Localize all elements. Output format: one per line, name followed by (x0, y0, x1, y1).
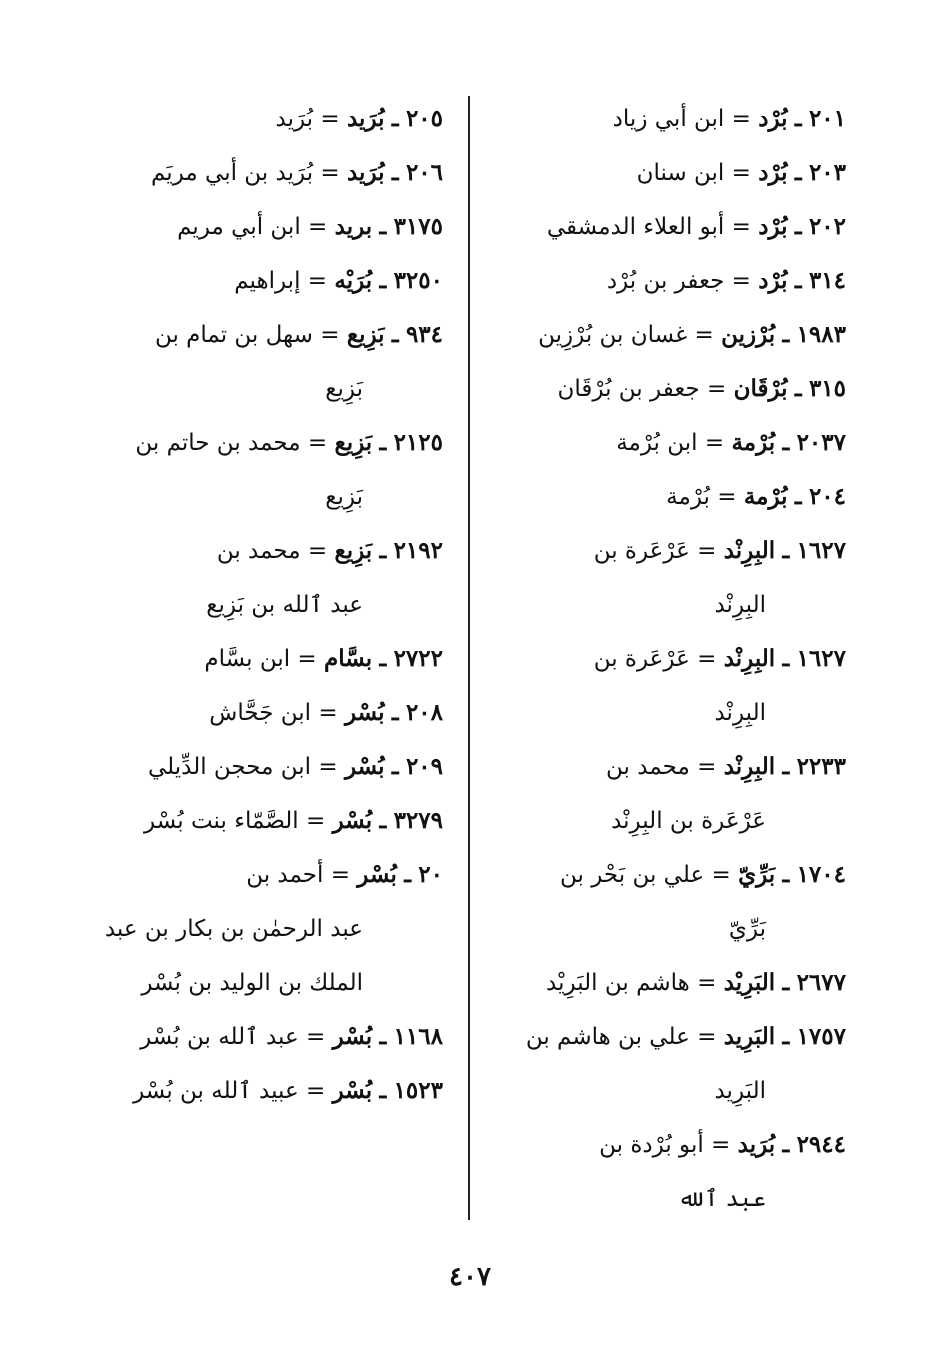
index-entry (486, 740, 846, 848)
index-entry (486, 146, 846, 200)
entry-continuation: عبد ٱلله بن بَزِيع (206, 592, 363, 618)
index-entry (486, 92, 846, 146)
entry-number: ٢٠٣٧ (796, 429, 846, 456)
entry-name: البِرِنْد (723, 537, 776, 564)
entry-continuation: عَرْعَرة بن البِرِنْد (611, 808, 766, 834)
entry-dash: ـ (782, 1023, 790, 1050)
entry-dash: ـ (379, 645, 387, 672)
index-entry (88, 686, 443, 740)
entry-reference: = محمد بن (606, 754, 717, 780)
entry-reference: = ابن سنان (636, 160, 751, 186)
entry-number: ٣١٧٥ (393, 213, 443, 240)
entry-name: بَزِيع (334, 537, 373, 564)
entry-reference: = ابن بسَّام (204, 646, 317, 672)
entry-name: بُرْقَان (733, 375, 788, 402)
index-entry (486, 362, 846, 416)
left-column (88, 92, 443, 1118)
entry-dash: ـ (782, 753, 790, 780)
entry-dash: ـ (379, 213, 387, 240)
entry-reference: = محمد بن (216, 538, 328, 564)
entry-dash: ـ (391, 321, 399, 348)
entry-name: بُسْر (332, 807, 373, 834)
entry-reference: = علي بن هاشم بن (525, 1024, 717, 1050)
entry-dash: ـ (794, 375, 802, 402)
entry-name: بُرْزين (721, 321, 776, 348)
index-entry (88, 146, 443, 200)
entry-dash: ـ (379, 537, 387, 564)
index-entry (88, 740, 443, 794)
entry-reference: = عَرْعَرة بن (593, 646, 717, 672)
entry-dash: ـ (379, 1077, 387, 1104)
entry-name: بُرَيد (737, 1131, 776, 1158)
entry-number: ٢٠٢ (808, 213, 846, 240)
entry-dash: ـ (379, 807, 387, 834)
entry-dash: ـ (782, 969, 790, 996)
entry-reference: = سهل بن تمام بن (154, 322, 340, 348)
entry-dash: ـ (794, 267, 802, 294)
entry-reference: = هاشم بن البَرِيْد (546, 970, 717, 996)
entry-number: ٢٢٣٣ (796, 753, 846, 780)
page-number: ٤٠٧ (449, 1262, 491, 1292)
entry-name: بُرْد (758, 213, 788, 240)
index-entry (486, 200, 846, 254)
entry-name: بَرِّيّ (738, 861, 776, 888)
entry-name: بُسْر (357, 861, 397, 888)
entry-dash: ـ (782, 537, 790, 564)
entry-reference: = أبو بُرْدة بن (599, 1132, 731, 1158)
entry-name: بُرْد (758, 267, 788, 294)
entry-reference: = عبد ٱلله بن بُسْر (140, 1024, 326, 1050)
entry-reference: = علي بن بَحْر بن (559, 862, 731, 888)
entry-name: بَزِيع (334, 429, 373, 456)
entry-number: ١٥٢٣ (393, 1077, 443, 1104)
entry-continuation: عبد ٱلله (677, 1186, 766, 1212)
entry-name: بُرْمة (731, 429, 776, 456)
entry-number: ٢٦٧٧ (796, 969, 846, 996)
entry-number: ٢٠٤ (808, 483, 846, 510)
entry-name: البِرِنْد (723, 645, 776, 672)
entry-number: ٢٠ (418, 861, 443, 888)
entry-number: ٢٩٤٤ (796, 1131, 846, 1158)
index-entry (88, 848, 443, 1010)
entry-reference: = بُرَيد (275, 106, 340, 132)
entry-dash: ـ (379, 429, 387, 456)
index-entry (88, 794, 443, 848)
index-entry (88, 1010, 443, 1064)
entry-number: ١٧٥٧ (796, 1023, 846, 1050)
entry-number: ٢١٢٥ (393, 429, 443, 456)
entry-name: بريد (334, 213, 373, 240)
index-entry (486, 1010, 846, 1118)
entry-name: بُسْر (332, 1023, 373, 1050)
entry-dash: ـ (391, 105, 399, 132)
entry-name: البَرِيْد (723, 969, 776, 996)
entry-continuation: عبد الرحمٰن بن بكار بن عبد الملك بن الوليد بن بُسْر (104, 916, 363, 996)
right-column (486, 92, 846, 1226)
index-entry (88, 200, 443, 254)
entry-reference: = الصَّمّاء بنت بُسْر (144, 808, 326, 834)
index-entry (88, 1064, 443, 1118)
entry-reference: = إبراهيم (234, 268, 328, 294)
entry-name: بُسْر (344, 699, 385, 726)
entry-reference: = بُرَيد بن أبي مريَم (151, 160, 340, 186)
entry-name: بُرَيد (346, 159, 385, 186)
entry-dash: ـ (391, 699, 399, 726)
entry-number: ١٧٠٤ (796, 861, 846, 888)
entry-number: ٢٠١ (808, 105, 846, 132)
entry-number: ٢٠٦ (405, 159, 443, 186)
entry-name: البَرِيد (723, 1023, 776, 1050)
index-entry (88, 308, 443, 416)
entry-continuation: بَزِيع (325, 376, 363, 402)
entry-continuation: البَرِيد (714, 1078, 766, 1104)
entry-dash: ـ (782, 1131, 790, 1158)
entry-number: ٩٣٤ (405, 321, 443, 348)
entry-continuation: بَرِّيّ (728, 916, 766, 942)
index-entry (486, 632, 846, 740)
entry-dash: ـ (782, 321, 790, 348)
entry-dash: ـ (379, 267, 387, 294)
entry-name: بَزِيع (346, 321, 385, 348)
index-entry (486, 956, 846, 1010)
entry-number: ٢٠٩ (405, 753, 443, 780)
entry-reference: = جعفر بن بُرْد (606, 268, 751, 294)
entry-name: بُرْد (758, 159, 788, 186)
entry-number: ٢٠٣ (808, 159, 846, 186)
entry-name: بُرْد (758, 105, 788, 132)
entry-dash: ـ (391, 753, 399, 780)
entry-number: ٢١٩٢ (393, 537, 443, 564)
entry-name: البِرِنْد (723, 753, 776, 780)
column-divider (468, 96, 470, 1220)
entry-dash: ـ (794, 213, 802, 240)
entry-dash: ـ (782, 429, 790, 456)
entry-reference: = غسان بن بُرْزِين (538, 322, 714, 348)
index-entry (486, 524, 846, 632)
entry-number: ٢٠٥ (405, 105, 443, 132)
entry-reference: = ابن أبي زياد (612, 106, 751, 132)
entry-name: بُرَيد (346, 105, 385, 132)
entry-dash: ـ (391, 159, 399, 186)
entry-reference: = ابن بُرْمة (616, 430, 725, 456)
entry-dash: ـ (404, 861, 411, 888)
entry-name: بسَّام (324, 645, 373, 672)
entry-continuation: بَزِيع (325, 484, 363, 510)
entry-name: بُسْر (332, 1077, 373, 1104)
entry-reference: = ابن أبي مريم (177, 214, 328, 240)
index-entry (88, 254, 443, 308)
entry-name: بُرْمة (743, 483, 788, 510)
index-entry (486, 470, 846, 524)
entry-reference: = أبو العلاء الدمشقي (546, 214, 751, 240)
index-entry (486, 416, 846, 470)
entry-number: ١٦٢٧ (796, 645, 846, 672)
index-entry (486, 1118, 846, 1226)
entry-name: بُرَيْه (334, 267, 373, 294)
index-entry (88, 416, 443, 524)
entry-dash: ـ (379, 1023, 387, 1050)
entry-reference: = ابن جَحَّاش (209, 700, 338, 726)
entry-number: ١١٦٨ (393, 1023, 443, 1050)
entry-continuation: البِرِنْد (714, 592, 766, 618)
index-entry (486, 254, 846, 308)
entry-reference: = محمد بن حاتم بن (135, 430, 328, 456)
entry-number: ١٩٨٣ (796, 321, 846, 348)
entry-name: بُسْر (344, 753, 385, 780)
entry-number: ٣٢٥٠ (393, 267, 443, 294)
entry-dash: ـ (794, 159, 802, 186)
index-entry (486, 308, 846, 362)
entry-reference: = عَرْعَرة بن (593, 538, 717, 564)
entry-number: ٢٠٨ (405, 699, 443, 726)
entry-reference: = عبيد ٱلله بن بُسْر (133, 1078, 326, 1104)
entry-dash: ـ (794, 483, 802, 510)
entry-reference: = أحمد بن (246, 862, 350, 888)
entry-dash: ـ (782, 861, 790, 888)
entry-number: ٣٢٧٩ (393, 807, 443, 834)
index-entry (88, 92, 443, 146)
entry-continuation: البِرِنْد (714, 700, 766, 726)
entry-reference: = جعفر بن بُرْقَان (557, 376, 727, 402)
entry-number: ١٦٢٧ (796, 537, 846, 564)
entry-dash: ـ (782, 645, 790, 672)
entry-dash: ـ (794, 105, 802, 132)
index-entry (486, 848, 846, 956)
index-entry (88, 632, 443, 686)
entry-number: ٣١٤ (808, 267, 846, 294)
entry-reference: = بُرْمة (666, 484, 737, 510)
entry-reference: = ابن محجن الدِّيلي (147, 754, 338, 780)
index-entry (88, 524, 443, 632)
entry-number: ٢٧٢٢ (393, 645, 443, 672)
entry-number: ٣١٥ (808, 375, 846, 402)
